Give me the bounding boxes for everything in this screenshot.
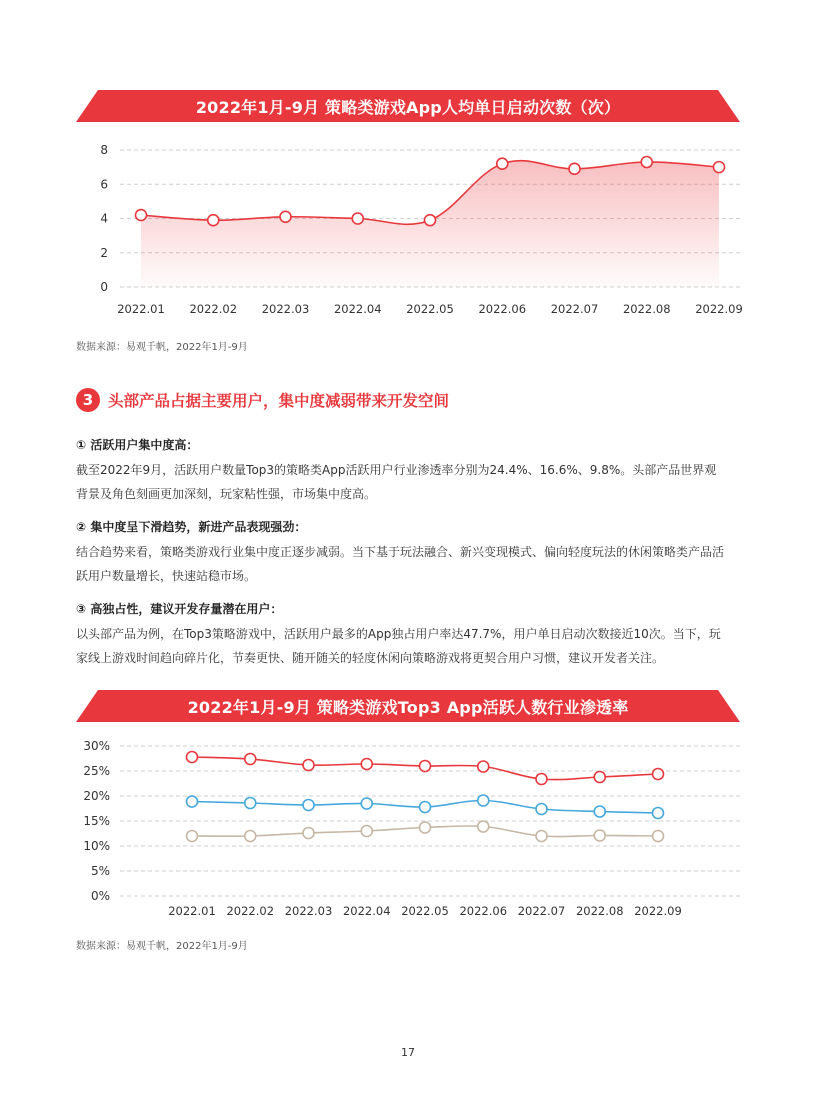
- section-number-badge: 3: [76, 388, 100, 412]
- point-3: [76, 600, 746, 670]
- chart1-point: [641, 156, 652, 167]
- chart2-point-series-2: [420, 802, 431, 813]
- chart2-point-series-1: [478, 761, 489, 772]
- chart2-point-series-1: [653, 769, 664, 780]
- chart2-title: 2022年1月-9月 策略类游戏Top3 App活跃人数行业渗透率: [187, 697, 629, 717]
- chart2-point-series-1: [303, 760, 314, 771]
- chart2-point-series-2: [478, 795, 489, 806]
- chart1-xtick: 2022.04: [333, 302, 382, 316]
- chart1-title: 2022年1月-9月 策略类游戏App人均单日启动次数（次）: [195, 97, 621, 117]
- chart2-point-series-2: [536, 804, 547, 815]
- chart2-point-series-1: [361, 759, 372, 770]
- point-2-heading: ② 集中度呈下滑趋势，新进产品表现强劲：: [76, 520, 307, 534]
- chart2-point-series-1: [536, 774, 547, 785]
- point-1: [76, 436, 746, 506]
- chart2-point-series-2: [594, 806, 605, 817]
- chart2-xtick: 2022.01: [168, 904, 216, 918]
- chart1-point: [497, 158, 508, 169]
- chart1: [0, 130, 816, 325]
- chart2-ytick: 30%: [83, 739, 110, 753]
- chart2-banner: [76, 690, 740, 722]
- chart2-point-series-3: [245, 831, 256, 842]
- chart2-xtick: 2022.05: [401, 904, 449, 918]
- chart2-point-series-3: [594, 830, 605, 841]
- chart1-xtick: 2022.02: [189, 302, 238, 316]
- chart2-point-series-1: [420, 761, 431, 772]
- point-1-line-1: 截至2022年9月，活跃用户数量Top3的策略类App活跃用户行业渗透率分别为24.4%、16.6%、9.8%。头部产品世界观: [76, 463, 717, 477]
- chart1-xtick: 2022.03: [261, 302, 310, 316]
- chart1-point: [425, 215, 436, 226]
- chart1-xtick: 2022.07: [550, 302, 599, 316]
- chart2-point-series-2: [653, 808, 664, 819]
- chart2-xtick: 2022.02: [226, 904, 275, 918]
- chart2-xtick: 2022.08: [575, 904, 624, 918]
- chart2-xtick: 2022.04: [342, 904, 391, 918]
- point-2: [76, 518, 746, 588]
- chart2-xtick: 2022.07: [517, 904, 566, 918]
- point-2-line-1: 结合趋势来看，策略类游戏行业集中度正逐步减弱。当下基于玩法融合、新兴变现模式、偏向轻度玩法的休闲策略类产品活: [76, 545, 725, 559]
- section-title: 头部产品占据主要用户，集中度减弱带来开发空间: [108, 392, 450, 410]
- chart1-ytick: 2: [100, 245, 108, 260]
- chart2-point-series-2: [303, 800, 314, 811]
- chart1-ytick: 6: [100, 177, 108, 192]
- chart1-plot: [0, 130, 816, 325]
- point-3-line-1: 以头部产品为例，在Top3策略游戏中，活跃用户最多的App独占用户率达47.7%，用户单日启动次数接近10次。当下，玩: [76, 627, 721, 641]
- page-number: 17: [401, 1046, 415, 1059]
- chart2-plot: [0, 730, 816, 925]
- chart1-ytick: 8: [100, 143, 108, 157]
- chart1-point: [208, 215, 219, 226]
- chart1-ytick: 4: [100, 211, 108, 226]
- chart2-point-series-3: [420, 822, 431, 833]
- section-heading: [76, 388, 449, 412]
- chart1-xtick: 2022.06: [478, 302, 527, 316]
- chart1-point: [714, 162, 725, 173]
- chart2-point-series-2: [245, 798, 256, 809]
- chart2-point-series-2: [187, 796, 198, 807]
- chart2-point-series-3: [536, 831, 547, 842]
- chart2-point-series-3: [478, 821, 489, 832]
- chart2-source: 数据来源：易观千帆，2022年1月-9月: [76, 941, 248, 952]
- chart1-banner: [76, 90, 740, 122]
- chart1-xtick: 2022.08: [622, 302, 671, 316]
- chart2-point-series-3: [361, 826, 372, 837]
- chart1-ytick: 0: [100, 280, 108, 294]
- chart2-ytick: 15%: [83, 814, 110, 828]
- point-3-line-2: 家线上游戏时间趋向碎片化，节奏更快、随开随关的轻度休闲向策略游戏将更契合用户习惯，建议开发者关注。: [76, 651, 665, 665]
- chart2: [0, 730, 816, 925]
- chart1-point: [569, 163, 580, 174]
- chart2-ytick: 5%: [90, 864, 110, 878]
- point-2-line-2: 跃用户数量增长，快速站稳市场。: [76, 569, 257, 583]
- chart1-xtick: 2022.09: [695, 302, 743, 316]
- chart2-point-series-2: [361, 798, 372, 809]
- chart2-xtick: 2022.06: [459, 904, 508, 918]
- chart1-point: [280, 211, 291, 222]
- chart1-xtick: 2022.05: [406, 302, 454, 316]
- chart1-point: [136, 210, 147, 221]
- chart2-ytick: 25%: [83, 764, 110, 778]
- chart1-xtick: 2022.01: [117, 302, 165, 316]
- chart2-point-series-1: [187, 752, 198, 763]
- chart2-point-series-3: [303, 828, 314, 839]
- chart2-xtick: 2022.09: [634, 904, 682, 918]
- chart2-point-series-3: [653, 831, 664, 842]
- point-1-line-2: 背景及角色刻画更加深刻，玩家粘性强，市场集中度高。: [76, 487, 377, 501]
- chart2-ytick: 10%: [83, 839, 110, 853]
- chart2-point-series-3: [187, 831, 198, 842]
- chart1-source: 数据来源：易观千帆，2022年1月-9月: [76, 342, 248, 353]
- chart2-xtick: 2022.03: [284, 904, 333, 918]
- chart1-point: [352, 213, 363, 224]
- chart2-point-series-1: [594, 772, 605, 783]
- chart2-ytick: 0%: [90, 889, 110, 903]
- chart2-ytick: 20%: [83, 789, 110, 803]
- point-3-heading: ③ 高独占性，建议开发存量潜在用户：: [76, 602, 283, 616]
- chart2-point-series-1: [245, 754, 256, 765]
- point-1-heading: ① 活跃用户集中度高：: [76, 438, 199, 452]
